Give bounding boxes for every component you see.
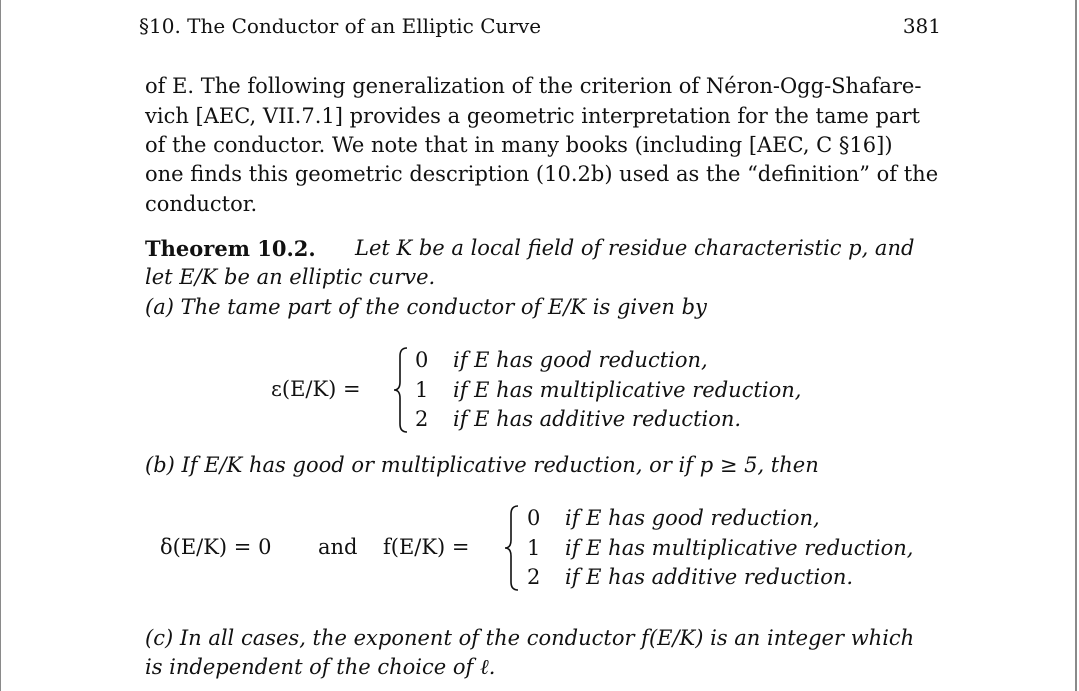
equation-b-and: and (318, 535, 358, 559)
case-value: 2 (527, 565, 541, 589)
paragraph-line: conductor. (145, 192, 258, 216)
theorem-part-a: (a) The tame part of the conductor of E/K is given by (145, 295, 707, 319)
case-condition: if E has multiplicative reduction, (453, 378, 802, 402)
equation-a-lhs: ε(E/K) = (271, 377, 361, 401)
running-header: §10. The Conductor of an Elliptic Curve (139, 14, 542, 38)
case-condition: if E has good reduction, (565, 506, 820, 530)
paragraph-line: one finds this geometric description (10.2b) used as the “definition” of the (145, 162, 939, 186)
theorem-label: Theorem 10.2. (145, 236, 316, 261)
theorem-part-b: (b) If E/K has good or multiplicative reduction, or if p ≥ 5, then (145, 453, 819, 477)
paragraph-line: of E. The following generalization of the criterion of Néron-Ogg-Shafare- (145, 74, 922, 98)
case-value: 0 (415, 348, 429, 372)
case-condition: if E has multiplicative reduction, (565, 536, 914, 560)
left-brace-icon (393, 346, 409, 434)
equation-b-delta: δ(E/K) = 0 (160, 535, 272, 559)
theorem-part-c: (c) In all cases, the exponent of the conductor f(E/K) is an integer which (145, 626, 915, 650)
case-value: 2 (415, 407, 429, 431)
theorem-statement: let E/K be an elliptic curve. (145, 265, 436, 289)
theorem-part-c: is independent of the choice of ℓ. (145, 655, 496, 679)
case-condition: if E has good reduction, (453, 348, 708, 372)
theorem-statement: Let K be a local field of residue characteristic p, and (355, 236, 915, 260)
case-value: 1 (527, 536, 541, 560)
paragraph-line: vich [AEC, VII.7.1] provides a geometric interpretation for the tame part (145, 104, 920, 128)
case-condition: if E has additive reduction. (453, 407, 742, 431)
case-condition: if E has additive reduction. (565, 565, 854, 589)
page-number: 381 (902, 14, 941, 38)
case-value: 1 (415, 378, 429, 402)
paragraph-line: of the conductor. We note that in many books (including [AEC, C §16]) (145, 133, 893, 157)
equation-b-lhs: f(E/K) = (383, 535, 470, 559)
case-value: 0 (527, 506, 541, 530)
left-brace-icon (504, 504, 520, 592)
